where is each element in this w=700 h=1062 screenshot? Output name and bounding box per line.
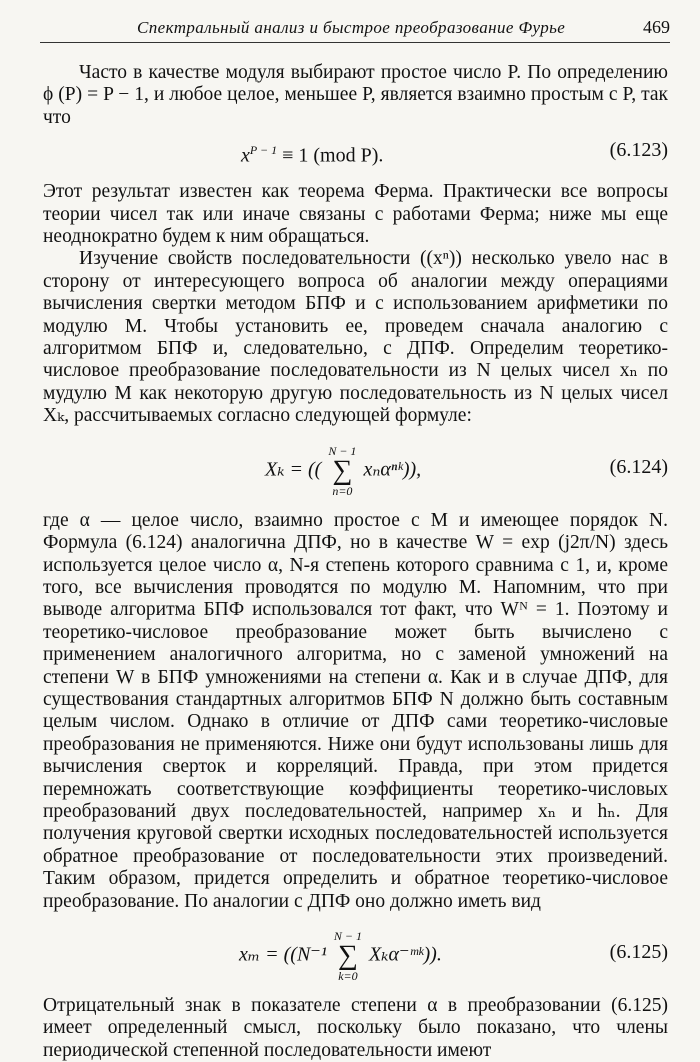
eq125-upper-limit: N − 1 — [333, 929, 362, 943]
eq124-lhs: Xₖ = (( — [265, 458, 322, 481]
eq125-lhs: xₘ = ((N⁻¹ — [239, 943, 327, 966]
eq125-term: Xₖα⁻ᵐᵏ)). — [368, 943, 442, 966]
eq123-exponent: P − 1 — [249, 143, 278, 158]
eq125-sum — [334, 929, 362, 983]
running-title: Спектральный анализ и быстрое преобразование Фурье — [137, 18, 566, 37]
eq123-rhs: ≡ 1 (mod P). — [282, 144, 384, 167]
equation-number-6-124: (6.124) — [609, 455, 668, 478]
page-number: 469 — [643, 17, 670, 37]
paragraph-3: Изучение свойств последовательности ((xⁿ)) несколько увело нас в сторону от интересующего вопроса об аналогии между операциями вычисления свертки методом БПФ и с использованием арифметики по модулю M. Чтобы установить ее, проведем сначала аналогию с алгоритмом БПФ и, следовательно, с ДПФ. Определим теоретико-числовое преобразование последовательности из N целых чисел xₙ по мудулю M как некоторую другую последовательность из N целых чисел Xₖ, рассчитываемых согласно следующей формуле: — [43, 248, 668, 427]
equation-number-6-125: (6.125) — [609, 941, 668, 963]
paragraph-2: Этот результат известен как теорема Ферма. Практически все вопросы теории чисел так или иначе связаны с работами Ферма; ниже мы еще неоднократно будем к ним обращаться. — [43, 181, 668, 248]
eq124-sum — [328, 444, 356, 498]
paragraph-5: Отрицательный знак в показателе степени α в преобразовании (6.125) имеет определенный смысл, поскольку было показано, что члены периодической степенной последовательности имеют — [43, 995, 668, 1061]
paragraph-4: где α — целое число, взаимно простое с M и имеющее порядок N. Формула (6.124) аналогична ДПФ, но в качестве W = exp (j2π/N) здесь используется целое число α, N-я степень которого сравнима с 1, и, кроме того, все вычисления проводятся по модулю M. Напомним, что при выводе алгоритма БПФ использовался тот факт, что Wᴺ = 1. Поэтому и теоретико-числовое преобразование может быть вычислено с применением аналогичного алгоритма, но с заменой умножений на степени W в БПФ умножениями на степени α. Как и в случае ДПФ, для существования стандартных алгоритмов БПФ N должно быть составным целым числом. Однако в отличие от ДПФ сами теоретико-числовые преобразования не применяются. Ниже они будут использованы лишь для вычисления сверток и корреляций. Правда, при этом придется перемножать соответствующие коэффициенты теоретико-числовых преобразований двух последовательностей, например xₙ и hₙ. Для получения круговой свертки исходных последовательностей используется обратное преобразование от последовательности этих произведений. Таким образом, придется определить и обратное теоретико-числовое преобразование. По аналогии с ДПФ оно должно иметь вид — [43, 509, 668, 912]
eq124-upper-limit: N − 1 — [328, 443, 357, 458]
paragraph-1: Часто в качестве модуля выбирают простое число P. По определению ϕ (P) = P − 1, и любое целое, меньшее P, является взаимно простым с P, так что — [43, 62, 668, 128]
equation-number-6-123: (6.123) — [609, 139, 668, 162]
sigma-symbol: ∑ — [337, 940, 358, 971]
equation-6-124 — [43, 434, 668, 504]
equation-6-125 — [43, 919, 668, 989]
sigma-symbol: ∑ — [332, 454, 353, 486]
eq124-lower-limit: n=0 — [332, 483, 353, 498]
eq123-base: x — [241, 144, 250, 167]
eq124-term: xₙαⁿᵏ)), — [363, 458, 422, 481]
page-header — [40, 16, 670, 43]
equation-6-123 — [43, 135, 668, 175]
eq125-lower-limit: k=0 — [338, 969, 358, 983]
body-text — [43, 62, 668, 1062]
